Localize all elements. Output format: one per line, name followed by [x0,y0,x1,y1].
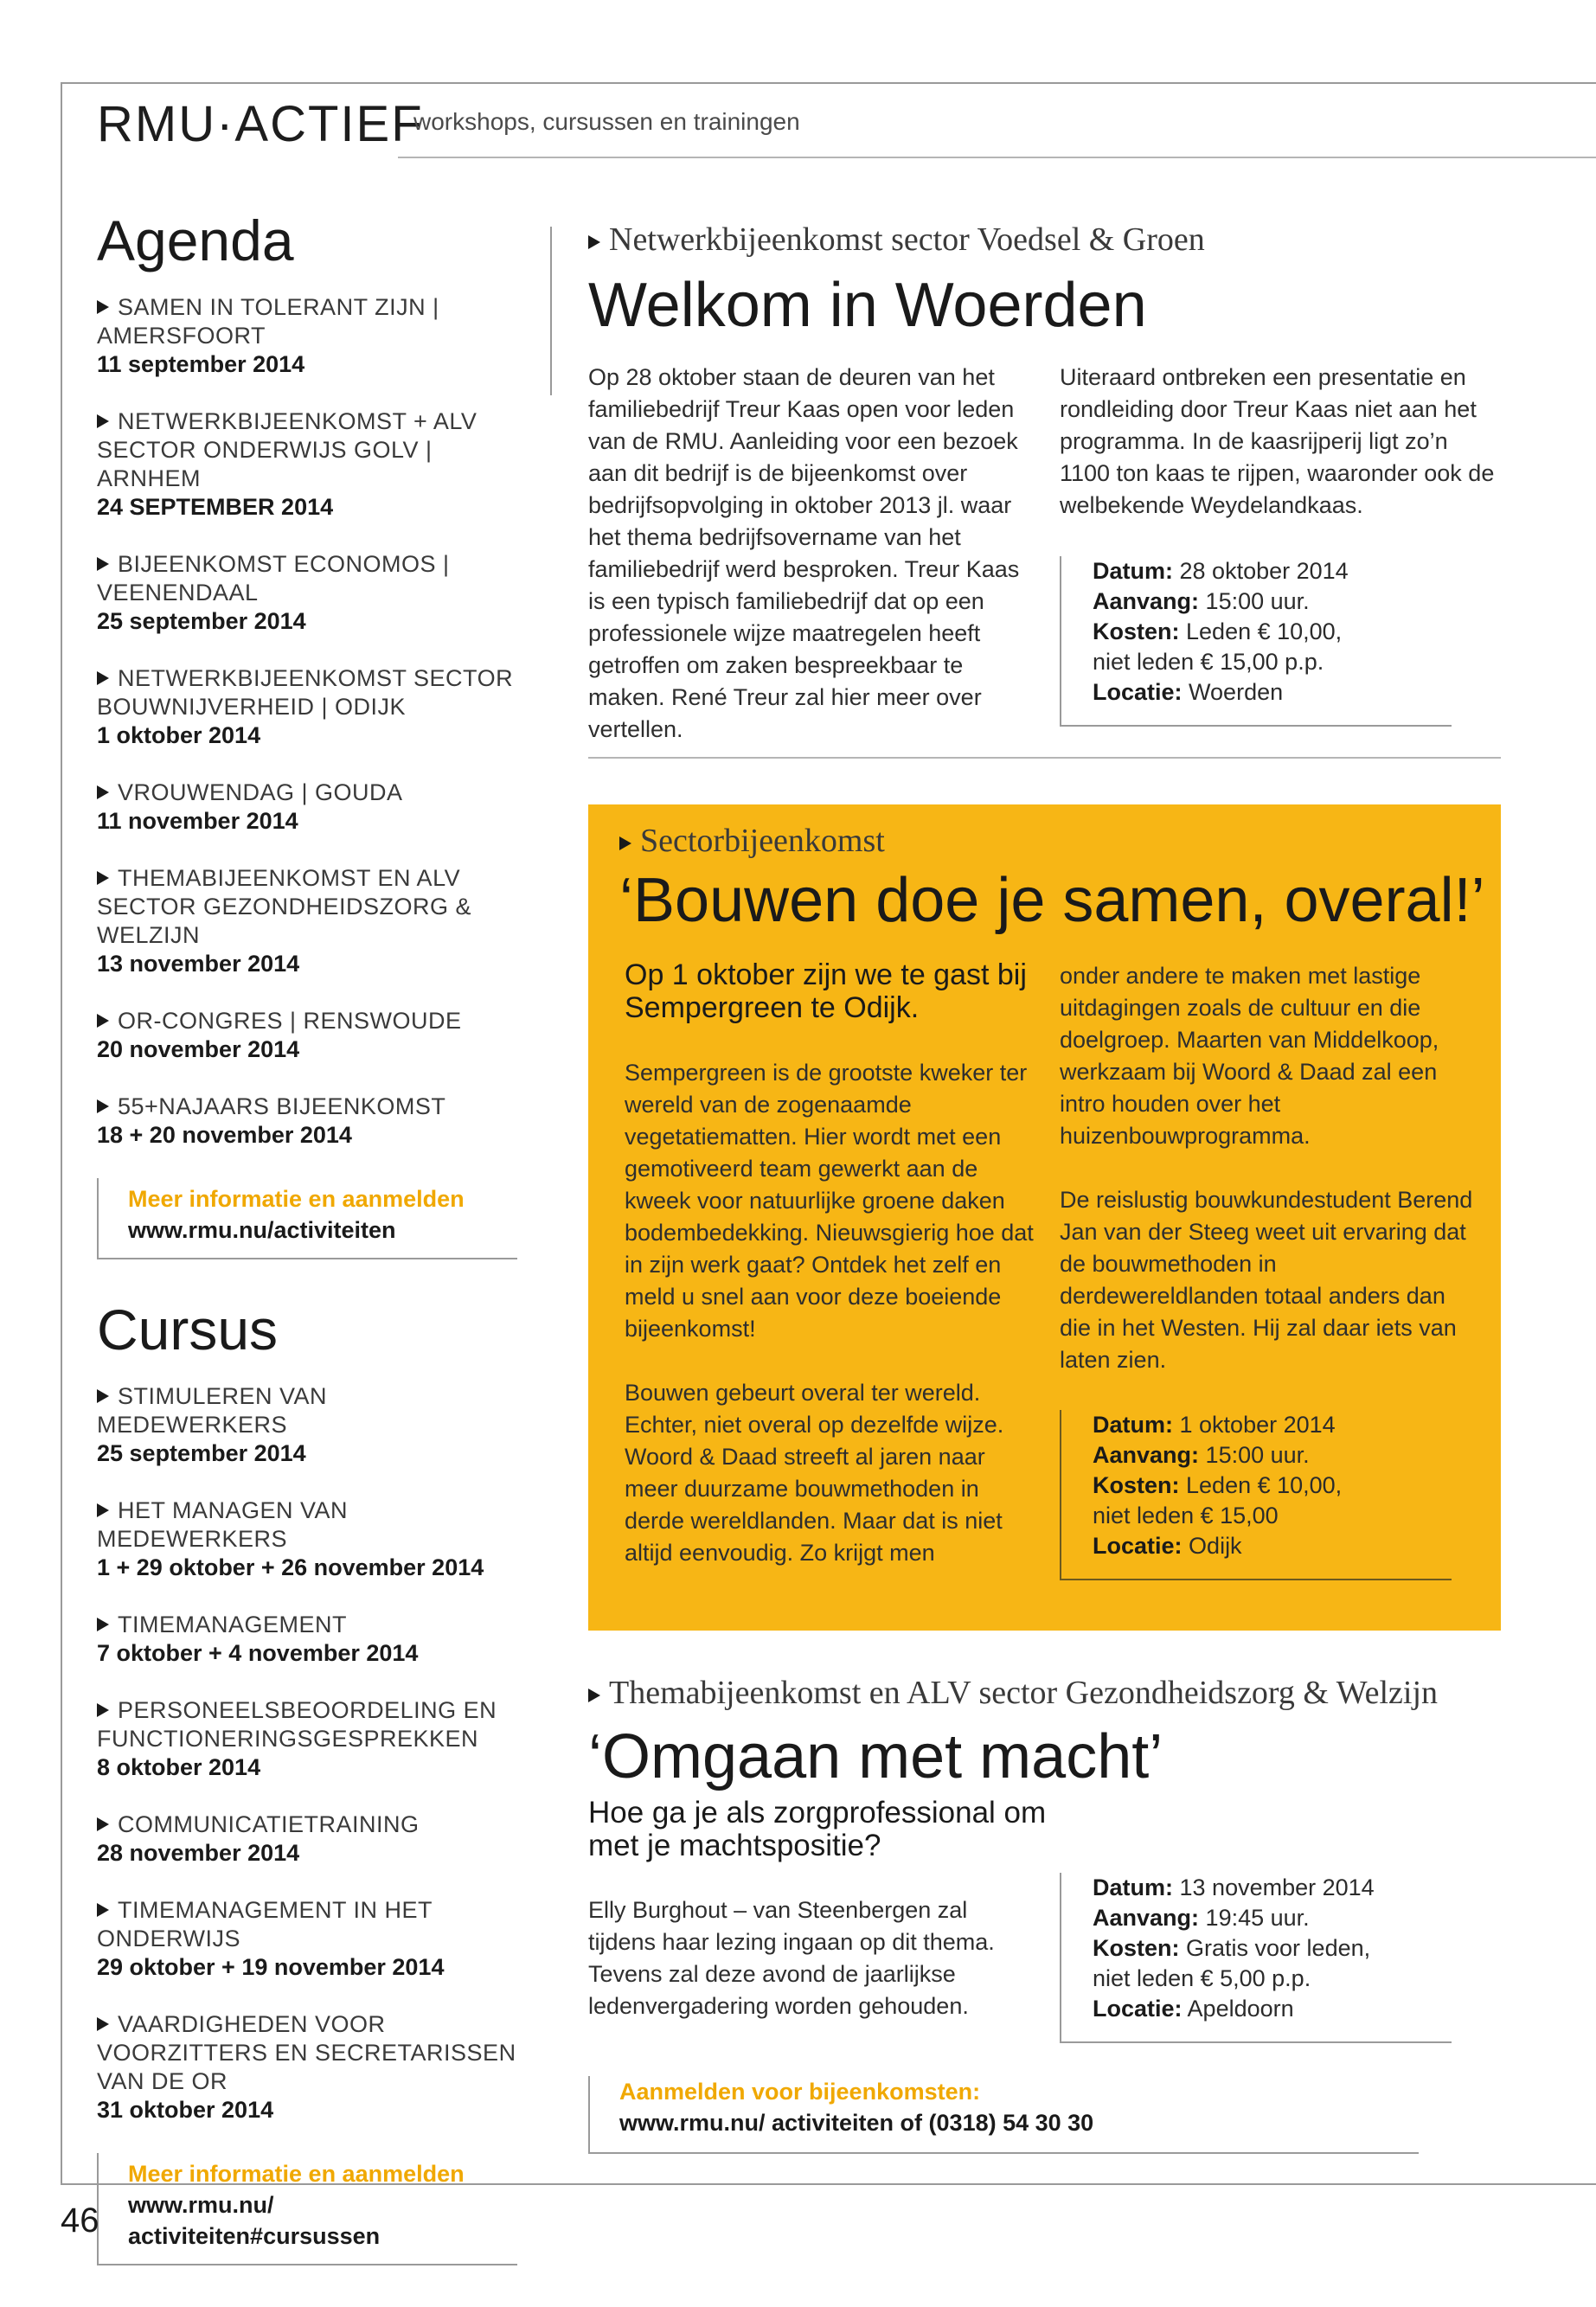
facts-cost-2: niet leden € 5,00 p.p. [1093,1965,1311,1991]
cursus-item-title-text: TIMEMANAGEMENT IN HET ONDERWIJS [97,1897,433,1951]
event2-paragraph: Bouwen gebeurt overal ter wereld. Echter, niet overal op dezelfde wijze. Woord & Daad streeft al jaren naar meer duurzame bouwmethoden in derde wereldlanden. Maar dat is niet altijd eenvoudig. Zo krijgt men [625,1380,1004,1566]
agenda-list [97,293,521,1149]
section-divider [588,757,1501,759]
facts-label: Datum: [1093,558,1173,584]
agenda-item-title-text: BIJEENKOMST ECONOMOS | VEENENDAAL [97,551,450,606]
cursus-item-title-text: VAARDIGHEDEN VOOR VOORZITTERS EN SECRETARISSEN VAN DE OR [97,2011,516,2094]
agenda-item-date: 13 november 2014 [97,951,300,977]
signup-label: Aanmelden voor bijeenkomsten: [619,2079,981,2105]
event3-title: ‘Omgaan met macht’ [588,1722,1163,1791]
cursus-item[interactable] [97,1696,521,1781]
agenda-item-title [97,664,521,721]
agenda-item[interactable] [97,864,521,977]
agenda-item-title [97,1093,521,1121]
cursus-info-link-line2: activiteiten#cursussen [128,2223,381,2249]
facts-location: Woerden [1189,679,1284,705]
agenda-item-date: 11 november 2014 [97,808,298,834]
triangle-bullet-icon [97,557,109,571]
facts-location: Apeldoorn [1187,1996,1294,2022]
triangle-bullet-icon [97,1014,109,1028]
facts-label: Datum: [1093,1874,1173,1900]
agenda-item[interactable] [97,550,521,635]
event3-kicker [588,1674,1438,1712]
facts-label: Aanvang: [1093,588,1200,614]
event2-facts [1060,1410,1452,1580]
cursus-info-link[interactable] [128,2189,517,2252]
cursus-item-title-text: HET MANAGEN VAN MEDEWERKERS [97,1497,349,1552]
event2-body-b [1060,960,1475,1376]
facts-start: 19:45 uur. [1205,1905,1310,1931]
agenda-item-title [97,293,521,350]
event1-facts [1060,556,1452,727]
event1-kicker-text: Netwerkbijeenkomst sector Voedsel & Groen [609,221,1205,258]
cursus-item[interactable] [97,1810,521,1867]
cursus-item-date: 1 + 29 oktober + 26 november 2014 [97,1554,484,1580]
event2-kicker-text: Sectorbijeenkomst [640,823,885,859]
agenda-info-label: Meer informatie en aanmelden [128,1186,465,1212]
brand-title: RMU·ACTIEF [97,96,424,152]
cursus-item-title [97,1496,521,1554]
cursus-item[interactable] [97,1896,521,1981]
event2-paragraph: onder andere te maken met lastige uitdagingen zoals de cultuur en die doelgroep. Maarten van Middelkoop, werkzaam bij Woord & Daad zal een intro houden over het huizenbouwprogramma. [1060,963,1439,1149]
cursus-item-date: 8 oktober 2014 [97,1754,261,1780]
event1-kicker [588,221,1205,259]
triangle-bullet-icon [588,1689,600,1702]
agenda-item-date: 25 september 2014 [97,608,306,634]
facts-start: 15:00 uur. [1205,1442,1310,1468]
event1-title: Welkom in Woerden [588,271,1147,340]
cursus-item-title [97,1611,521,1639]
cursus-info-link-line1: www.rmu.nu/ [128,2192,274,2218]
agenda-item[interactable] [97,293,521,378]
cursus-item-date: 7 oktober + 4 november 2014 [97,1640,419,1666]
agenda-item-title-text: SAMEN IN TOLERANT ZIJN | AMERSFOORT [97,294,439,349]
cursus-item-date: 29 oktober + 19 november 2014 [97,1954,445,1980]
triangle-bullet-icon [97,414,109,428]
facts-label: Kosten: [1093,618,1180,644]
agenda-item-date: 1 oktober 2014 [97,722,261,748]
agenda-item-title-text: NETWERKBIJEENKOMST SECTOR BOUWNIJVERHEID | ODIJK [97,665,514,720]
cursus-item[interactable] [97,1382,521,1467]
left-column [97,208,521,2307]
agenda-item-title-text: NETWERKBIJEENKOMST + ALV SECTOR ONDERWIJS GOLV | ARNHEM [97,408,478,491]
cursus-item-title [97,1382,521,1439]
agenda-info-link[interactable]: www.rmu.nu/activiteiten [128,1217,396,1243]
column-divider [550,227,552,395]
facts-label: Datum: [1093,1412,1173,1438]
cursus-item-title [97,1696,521,1753]
agenda-item-date: 18 + 20 november 2014 [97,1122,352,1148]
cursus-item-title [97,1810,521,1839]
facts-label: Aanvang: [1093,1905,1200,1931]
header-divider [398,157,1596,158]
event3-lead: Hoe ga je als zorgprofessional om met je machtspositie? [588,1796,1047,1862]
agenda-item-title-text: OR-CONGRES | RENSWOUDE [118,1008,462,1034]
cursus-item-title-text: TIMEMANAGEMENT [118,1612,348,1637]
facts-label: Kosten: [1093,1472,1180,1498]
agenda-item[interactable] [97,1007,521,1063]
agenda-item-title [97,864,521,950]
cursus-info-box [97,2153,517,2265]
cursus-item[interactable] [97,1496,521,1581]
agenda-item[interactable] [97,407,521,521]
triangle-bullet-icon [588,235,600,249]
cursus-title: Cursus [97,1298,279,1362]
facts-start: 15:00 uur. [1205,588,1310,614]
cursus-item-title-text: PERSONEELSBEOORDELING EN FUNCTIONERINGSGESPREKKEN [97,1697,497,1752]
cursus-item-title-text: COMMUNICATIETRAINING [118,1811,420,1837]
agenda-item-title-text: VROUWENDAG | GOUDA [118,779,403,805]
cursus-item-title-text: STIMULEREN VAN MEDEWERKERS [97,1383,328,1438]
triangle-bullet-icon [619,836,631,850]
agenda-item-title [97,407,521,493]
facts-label: Locatie: [1093,1996,1183,2022]
triangle-bullet-icon [97,785,109,799]
facts-cost-2: niet leden € 15,00 p.p. [1093,649,1324,675]
agenda-item[interactable] [97,779,521,835]
event1-body-b: Uiteraard ontbreken een presentatie en rondleiding door Treur Kaas niet aan het programma. In de kaasrijperij ligt zo’n 1100 ton kaas te rijpen, waaronder ook de welbekende Weydelandkaas. [1060,364,1495,518]
cursus-item[interactable] [97,2010,521,2124]
triangle-bullet-icon [97,1903,109,1917]
cursus-item[interactable] [97,1611,521,1667]
event-sempergreen [588,804,1501,1631]
event2-title: ‘Bouwen doe je samen, overal!’ [619,866,1485,935]
agenda-info-box [97,1178,517,1259]
facts-label: Aanvang: [1093,1442,1200,1468]
triangle-bullet-icon [97,871,109,885]
cursus-list [97,1382,521,2124]
facts-date: 1 oktober 2014 [1179,1412,1336,1438]
event2-paragraph: De reislustig bouwkundestudent Berend Jan van der Steeg weet uit ervaring dat de bouwmethoden in derdewereldlanden totaal anders dan die in het Westen. Hij zal daar iets van laten zien. [1060,1187,1473,1373]
agenda-item-title [97,550,521,607]
facts-cost: Leden € 10,00, [1186,618,1343,644]
triangle-bullet-icon [97,1503,109,1517]
event3-body: Elly Burghout – van Steenbergen zal tijdens haar lezing ingaan op dit thema. Tevens zal deze avond de jaarlijkse ledenvergadering worden gehouden. [588,1897,995,2019]
page-subtitle: workshops, cursussen en trainingen [413,108,800,135]
facts-cost: Leden € 10,00, [1186,1472,1343,1498]
signup-link[interactable]: www.rmu.nu/ activiteiten of (0318) 54 30 30 [619,2110,1094,2136]
agenda-title: Agenda [97,208,294,272]
facts-label: Locatie: [1093,679,1183,705]
page-number: 46 [61,2201,99,2240]
signup-box [588,2076,1419,2154]
event2-kicker [619,822,885,860]
triangle-bullet-icon [97,1703,109,1717]
event2-body-a [625,1057,1040,1569]
cursus-item-title [97,1896,521,1953]
event2-paragraph: Sempergreen is de grootste kweker ter wereld van de zogenaamde vegetatiematten. Hier wordt met een gemotiveerd team gewerkt aan de kweek voor natuurlijke groene daken bodembedekking. Nieuwsgierig hoe dat in zijn werk gaat? Ontdek het zelf en meld u snel aan voor deze boeiende bijeenkomst! [625,1060,1034,1342]
cursus-item-title [97,2010,521,2096]
event3-kicker-text: Themabijeenkomst en ALV sector Gezondheidszorg & Welzijn [609,1675,1438,1711]
triangle-bullet-icon [97,300,109,314]
triangle-bullet-icon [97,1099,109,1113]
facts-label: Kosten: [1093,1935,1180,1961]
agenda-item-title [97,779,521,807]
facts-label: Locatie: [1093,1533,1183,1559]
agenda-item[interactable] [97,664,521,749]
cursus-item-date: 25 september 2014 [97,1440,306,1466]
facts-cost-2: niet leden € 15,00 [1093,1503,1279,1528]
facts-date: 13 november 2014 [1179,1874,1375,1900]
agenda-item[interactable] [97,1093,521,1149]
event3-facts [1060,1873,1452,2043]
event2-lead: Op 1 oktober zijn we te gast bij Sempergreen te Odijk. [625,958,1027,1024]
agenda-item-date: 24 SEPTEMBER 2014 [97,494,334,520]
agenda-item-date: 20 november 2014 [97,1036,300,1062]
agenda-item-title-text: THEMABIJEENKOMST EN ALV SECTOR GEZONDHEIDSZORG & WELZIJN [97,865,472,948]
agenda-item-title-text: 55+NAJAARS BIJEENKOMST [118,1093,446,1119]
facts-date: 28 oktober 2014 [1179,558,1349,584]
agenda-item-title [97,1007,521,1035]
event1-body-a: Op 28 oktober staan de deuren van het familiebedrijf Treur Kaas open voor leden van de RMU. Aanleiding voor een bezoek aan dit bedrijf is de bijeenkomst over bedrijfsopvolging in oktober 2013 jl. waar het thema bedrijfsovername van het familiebedrijf werd besproken. Treur Kaas is een typisch familiebedrijf dat op een professionele wijze maatregelen heeft getroffen om zaken bespreekbaar te maken. René Treur zal hier meer over vertellen. [588,364,1020,742]
cursus-item-date: 28 november 2014 [97,1840,300,1866]
triangle-bullet-icon [97,1817,109,1831]
facts-cost: Gratis voor leden, [1186,1935,1371,1961]
triangle-bullet-icon [97,1618,109,1631]
cursus-item-date: 31 oktober 2014 [97,2097,274,2123]
triangle-bullet-icon [97,671,109,685]
cursus-info-label: Meer informatie en aanmelden [128,2161,465,2187]
triangle-bullet-icon [97,1389,109,1403]
facts-location: Odijk [1189,1533,1242,1559]
agenda-item-date: 11 september 2014 [97,351,305,377]
triangle-bullet-icon [97,2017,109,2031]
